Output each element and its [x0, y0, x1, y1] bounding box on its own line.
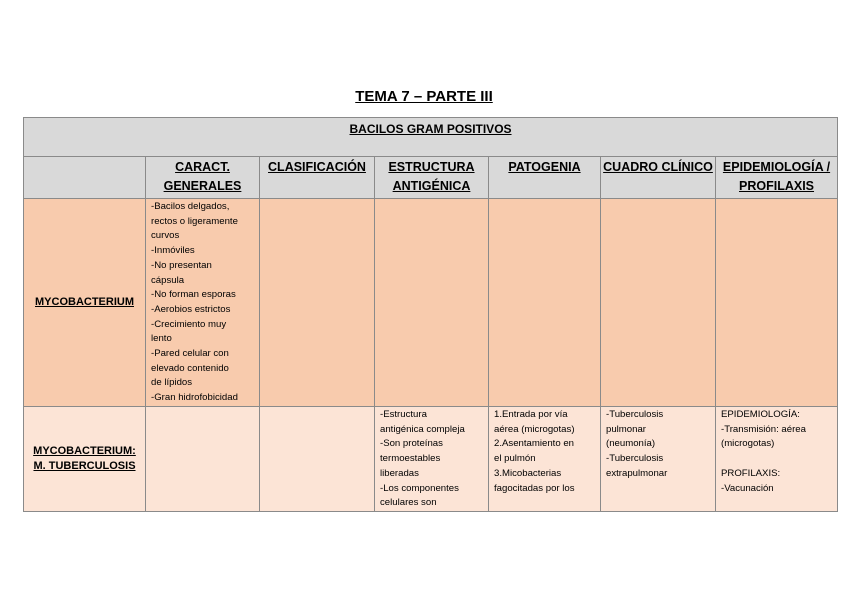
cell-line: el pulmón: [494, 453, 536, 465]
cell-line: -Estructura: [380, 409, 427, 420]
cell-line: fagocitadas por los: [494, 482, 575, 494]
cell-line: -Crecimiento muy: [151, 318, 227, 330]
cell-line: 1.Entrada por vía: [494, 409, 568, 420]
cell-line: liberadas: [380, 467, 419, 479]
cell-line: 3.Micobacterias: [494, 467, 562, 479]
cell-line: antigénica compleja: [380, 423, 465, 435]
cell-list: [716, 199, 838, 407]
cell-list: [601, 199, 716, 407]
cell-line: -Bacilos delgados,: [151, 201, 230, 212]
cell-list: [716, 407, 838, 512]
table-banner: BACILOS GRAM POSITIVOS: [24, 118, 838, 157]
cell-list: [260, 199, 375, 407]
row-label-m-tuberculosis: [24, 407, 146, 512]
row-label-line: MYCOBACTERIUM:: [33, 445, 136, 457]
cell-line: PROFILAXIS:: [721, 467, 781, 479]
cell-line: 2.Asentamiento en: [494, 438, 575, 450]
cell-line: pulmonar: [606, 423, 646, 435]
cell-list: [146, 199, 260, 407]
column-header-clasificacion: CLASIFICACIÓN: [260, 157, 375, 199]
bacilos-table: [23, 117, 838, 512]
cell-line: EPIDEMIOLOGÍA:: [721, 409, 800, 420]
column-header-patogenia: PATOGENIA: [489, 157, 601, 199]
column-header-caract-generales: CARACT. GENERALES: [146, 157, 260, 199]
cell-list: [146, 407, 260, 512]
row-label-mycobacterium: MYCOBACTERIUM: [24, 199, 146, 407]
cell-line: -Inmóviles: [151, 245, 195, 257]
cell-list: [489, 407, 601, 512]
cell-line: -Pared celular con: [151, 348, 229, 360]
cell-line: -Tuberculosis: [606, 409, 664, 420]
cell-line: -Los componentes: [380, 482, 459, 494]
cell-line: de lípidos: [151, 377, 193, 389]
cell-list: [489, 199, 601, 407]
cell-line: termoestables: [380, 453, 441, 465]
cell-line: cápsula: [151, 274, 185, 286]
cell-line: -No presentan: [151, 259, 212, 271]
cell-line: (neumonía): [606, 438, 656, 450]
cell-line: aérea (microgotas): [494, 423, 575, 435]
row-label-line: M. TUBERCULOSIS: [33, 460, 136, 472]
column-header-epidemiologia-profilaxis: EPIDEMIOLOGÍA / PROFILAXIS: [716, 157, 838, 199]
cell-line: curvos: [151, 230, 180, 242]
cell-line: -Son proteínas: [380, 438, 443, 450]
page-title: TEMA 7 – PARTE III: [355, 88, 493, 105]
cell-line: elevado contenido: [151, 362, 229, 374]
cell-line: -Gran hidrofobicidad: [151, 392, 238, 404]
header-blank-cell: [24, 157, 146, 199]
cell-line: -Vacunación: [721, 482, 774, 494]
column-header-cuadro-clinico: CUADRO CLÍNICO: [601, 157, 716, 199]
column-header-estructura-antigenica: ESTRUCTURA ANTIGÉNICA: [375, 157, 489, 199]
cell-line: extrapulmonar: [606, 467, 668, 479]
cell-line: celulares son: [380, 497, 437, 509]
cell-line: [721, 452, 833, 467]
cell-list: [260, 407, 375, 512]
cell-line: -Transmisión: aérea: [721, 423, 806, 435]
cell-list: [601, 407, 716, 512]
cell-line: rectos o ligeramente: [151, 215, 238, 227]
cell-line: lento: [151, 333, 172, 345]
cell-line: (microgotas): [721, 438, 775, 450]
cell-list: [375, 407, 489, 512]
cell-line: -Aerobios estrictos: [151, 303, 231, 315]
cell-line: -Tuberculosis: [606, 453, 664, 465]
cell-line: -No forman esporas: [151, 289, 236, 301]
cell-list: [375, 199, 489, 407]
